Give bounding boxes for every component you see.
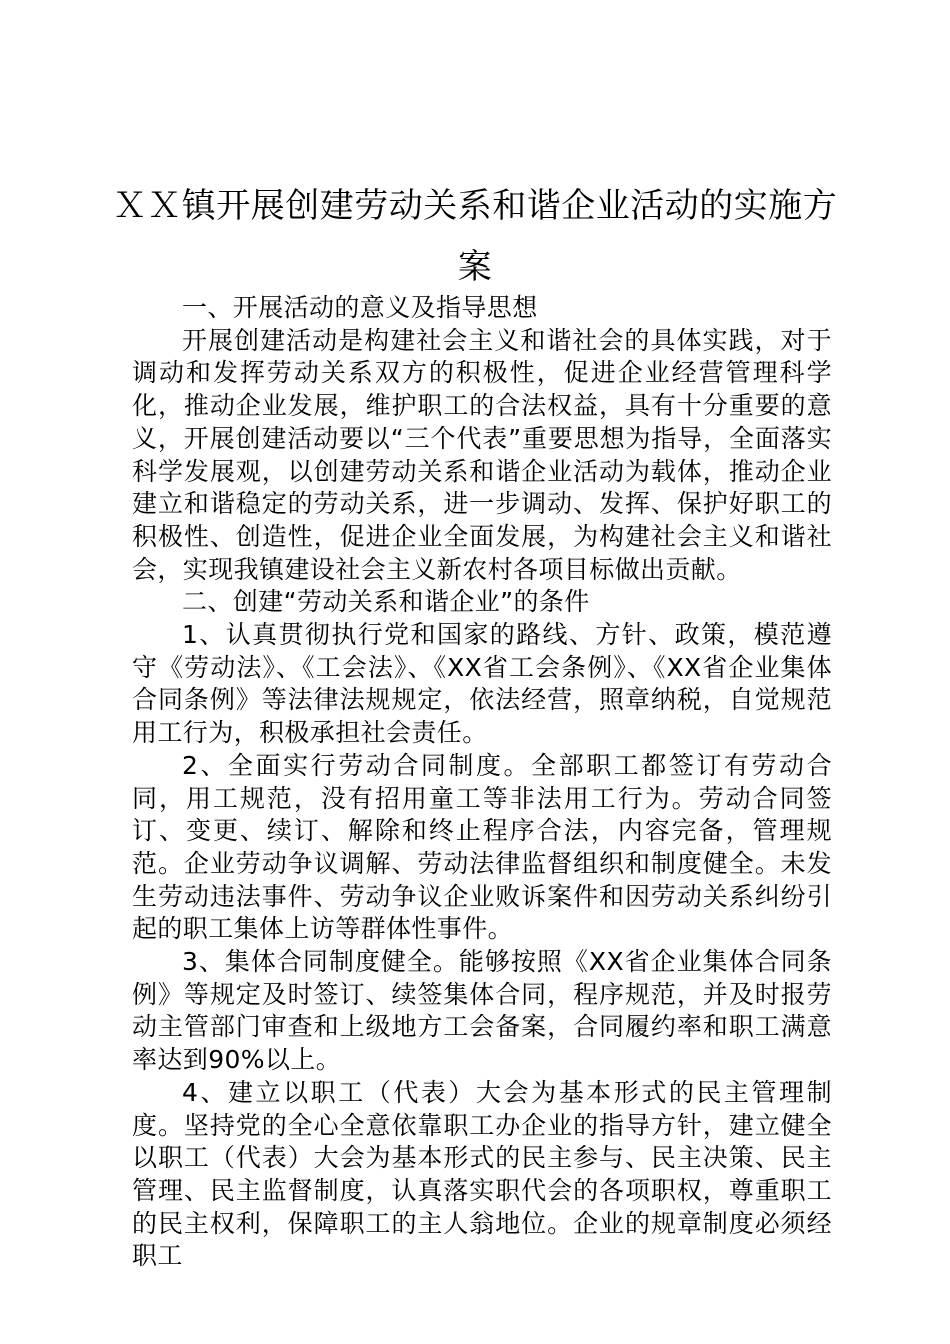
section-2-paragraph-2: 2、全面实行劳动合同制度。全部职工都签订有劳动合同，用工规范，没有招用童工等非法用工行为。劳动合同签订、变更、续订、解除和终止程序合法，内容完备，管理规范。企业劳动争议调解、劳动法律监督组织和制度健全。未发生劳动违法事件、劳动争议企业败诉案件和因劳动关系纠纷引起的职工集体上访等群体性事件。 <box>132 750 832 944</box>
section-heading-1: 一、开展活动的意义及指导思想 <box>182 293 538 322</box>
section-2-paragraph-3: 3、集体合同制度健全。能够按照《XX省企业集体合同条例》等规定及时签订、续签集体合同，程序规范，并及时报劳动主管部门审查和上级地方工会备案，合同履约率和职工满意率达到90%以上。 <box>132 947 832 1075</box>
section-2-paragraph-1: 1、认真贯彻执行党和国家的路线、方针、政策，模范遵守《劳动法》、《工会法》、《XX省工会条例》、《XX省企业集体合同条例》等法律法规规定，依法经营，照章纳税，自觉规范用工行为，积极承担社会责任。 <box>132 620 832 748</box>
document-body <box>132 292 832 1273</box>
section-heading-2: 二、创建“劳动关系和谐企业”的条件 <box>182 587 590 617</box>
document-title: ＸＸ镇开展创建劳动关系和谐企业活动的实施方案 <box>112 186 838 287</box>
section-2-paragraph-4: 4、建立以职工（代表）大会为基本形式的民主管理制度。坚持党的全心全意依靠职工办企业的指导方针，建立健全以职工（代表）大会为基本形式的民主参与、民主决策、民主管理、民主监督制度，认真落实职代会的各项职权，尊重职工的民主权利，保障职工的主人翁地位。企业的规章制度必须经职工 <box>132 1077 832 1271</box>
section-1-paragraph-1: 开展创建活动是构建社会主义和谐社会的具体实践，对于调动和发挥劳动关系双方的积极性，促进企业经营管理科学化，推动企业发展，维护职工的合法权益，具有十分重要的意义，开展创建活动要以“三个代表”重要思想为指导，全面落实科学发展观，以创建劳动关系和谐企业活动为载体，推动企业建立和谐稳定的劳动关系，进一步调动、发挥、保护好职工的积极性、创造性，促进企业全面发展，为构建社会主义和谐社会，实现我镇建设社会主义新农村各项目标做出贡献。 <box>132 325 832 584</box>
